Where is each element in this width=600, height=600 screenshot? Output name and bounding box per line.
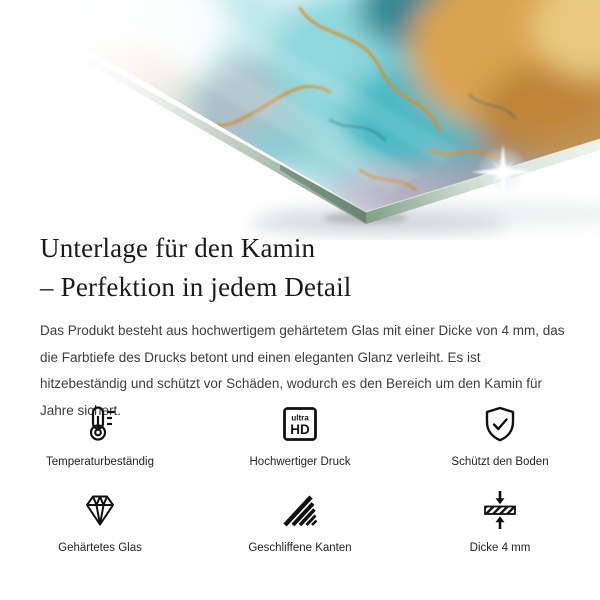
feature-polished-edges: [200, 488, 400, 554]
thermometer-icon: [80, 402, 120, 446]
ultra-hd-badge-top: ultra: [291, 413, 309, 423]
feature-label: Gehärtetes Glas: [58, 542, 142, 554]
title-line-1: Unterlage für den Kamin: [40, 233, 316, 263]
feature-print-quality: [200, 402, 400, 468]
feature-floor-protection: [400, 402, 600, 468]
feature-temperature: [0, 402, 200, 468]
ultra-hd-icon: [280, 402, 320, 446]
features-grid: [0, 402, 600, 554]
page-title: [40, 229, 570, 307]
feature-label: Hochwertiger Druck: [249, 456, 351, 468]
shield-check-icon: [480, 402, 520, 446]
title-line-2: – Perfektion in jedem Detail: [40, 272, 352, 302]
diamond-icon: [80, 488, 120, 532]
ultra-hd-badge-bottom: HD: [290, 422, 310, 437]
left-white-fade: [0, 0, 600, 240]
feature-label: Geschliffene Kanten: [248, 542, 352, 554]
feature-label: Schützt den Boden: [451, 456, 549, 468]
feature-thickness: [400, 488, 600, 554]
glass-panel-corner-photo: [0, 0, 600, 240]
hero-image: [0, 0, 600, 240]
polished-edges-icon: [280, 488, 320, 532]
thickness-icon: [480, 488, 520, 532]
feature-label: Dicke 4 mm: [469, 542, 531, 554]
product-description: Das Produkt besteht aus hochwertigem gehärtetem Glas mit einer Dicke von 4 mm, das die Farbtiefe des Drucks betont und einen eleganten Glanz verleiht. Es ist hitzebeständig und schützt vor Schäden, wodurch es den Bereich um den Kamin für Jahre sichert.: [40, 323, 565, 418]
feature-tempered-glass: [0, 488, 200, 554]
feature-label: Temperaturbeständig: [45, 456, 155, 468]
